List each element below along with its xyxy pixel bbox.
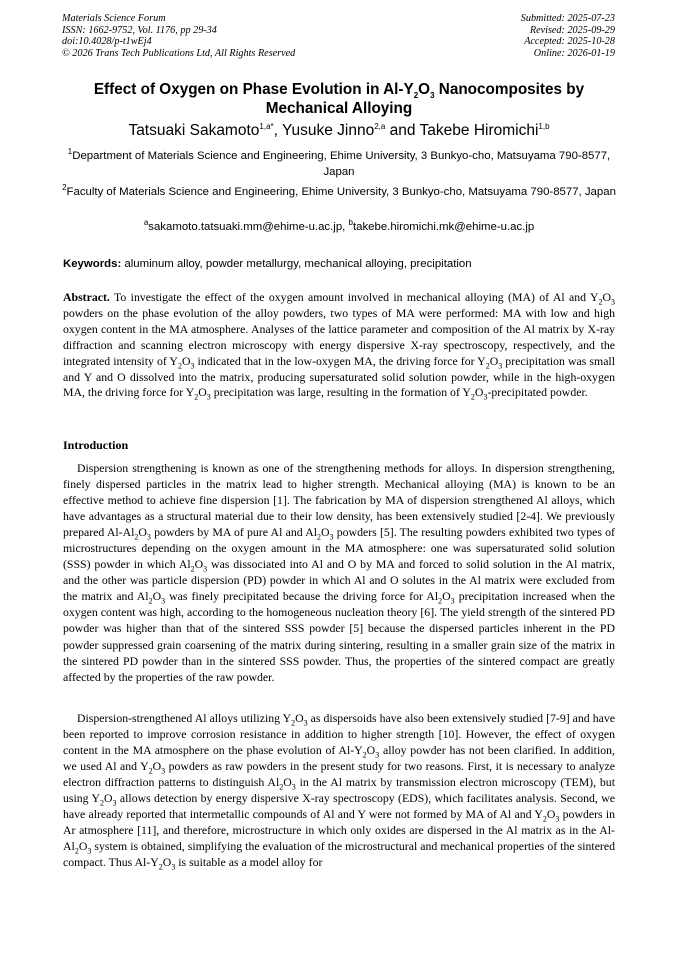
abstract (63, 290, 615, 401)
email-link[interactable]: sakamoto.tatsuaki.mm@ehime-u.ac.jp (148, 221, 343, 233)
keywords-label: Keywords: (63, 258, 122, 270)
doi-line: doi:10.4028/p-t1wEj4 (62, 36, 152, 48)
email-link[interactable]: takebe.hiromichi.mk@ehime-u.ac.jp (352, 221, 535, 233)
affiliation-1: $^1$Department of Materials Science and Engineering, Ehime University, 3 Bunkyo-cho, Matsuyama 790-8577, Japan (67, 147, 611, 178)
journal-name: Materials Science Forum (62, 13, 166, 24)
submitted-date: Submitted: 2025-07-23 (520, 13, 615, 24)
issn-line: ISSN: 1662-9752, Vol. 1176, pp 29-34 (62, 24, 217, 36)
author-emails: $^a$sakamoto.tatsuaki.mm@ehime-u.ac.jp, $^b$takebe.hiromichi.mk@ehime-u.ac.jp (143, 218, 535, 233)
copyright-line: © 2026 Trans Tech Publications Ltd, All Rights Reserved (62, 47, 296, 59)
section-heading-introduction: Introduction (63, 438, 129, 452)
paper-title (62, 81, 616, 118)
keywords (63, 257, 472, 271)
abstract-label: Abstract. (63, 290, 110, 304)
author-list: Tatsuaki Sakamoto$^{1,a*}$, Yusuke Jinno$^{2,a}$ and Takebe Hiromichi$^{1,b}$ (128, 121, 550, 139)
revised-date: Revised: 2025-09-29 (529, 24, 615, 36)
title-line-2: Mechanical Alloying (265, 99, 413, 117)
title-line-1: Effect of Oxygen on Phase Evolution in $Al-Y_2O_3$ Nanocomposites by (93, 81, 585, 101)
author-name: Takebe Hiromichi (419, 122, 539, 139)
accepted-date: Accepted: 2025-10-28 (524, 36, 615, 48)
journal-header (62, 13, 295, 59)
abstract-text: To investigate the effect of the oxygen amount involved in mechanical alloying (MA) of Al and $Y_2O_3$ powders on the phase evolution of the alloy powders, two types of MA were performed: MA with low and high oxygen content in the MA atmosphere. Analyses of the lattice parameter and composition of the Al matrix by X-ray diffraction and scanning electron microscopy with energy dispersive X-ray spectroscopy, respectively, and the integrated intensity of $Y_2O_3$ indicated that in the low-oxygen MA, the driving force for $Y_2O_3$ precipitation was small and Y and O dissolved into the matrix, producing supersaturated solid solution powder, while in the high-oxygen MA, the driving force for $Y_2O_3$ precipitation was large, resulting in the formation of $Y_2O_3$-precipitated powder. (63, 290, 615, 402)
author-name: Yusuke Jinno (281, 122, 375, 139)
online-date: Online: 2026-01-19 (533, 47, 615, 59)
affiliation-2: $^2$Faculty of Materials Science and Engineering, Ehime University, 3 Bunkyo-cho, Matsuyama 790-8577, Japan (62, 183, 616, 198)
intro-paragraph-1: Dispersion strengthening is known as one of the strengthening methods for alloys. In dispersion strengthening, finely dispersed particles in the matrix lead to higher strength. Mechanical alloying (MA) is known to be an effective method to achieve fine dispersion [1]. The fabrication by MA of dispersion strengthened Al alloys, which have advantages as a structural material due to their low density, has been extensively studied [2-4]. We previously prepared $Al-Al_2O_3$ powders by MA of pure Al and $Al_2O_3$ powders [5]. The resulting powders exhibited two types of microstructures depending on the oxygen amount in the MA atmosphere: one was supersaturated solid solution (SSS) powder in which $Al_2O_3$ was dissociated into Al and O by MA and forced to solid solution in the Al matrix, and the other was particle dispersion (PD) powder in which Al and O solutes in the Al matrix were excluded from the matrix and $Al_2O_3$ was finely precipitated because the driving force for $Al_2O_3$ precipitation increased when the oxygen content was high, according to the homogeneous nucleation theory [6]. The yield strength of the sintered PD powder was higher than that of the sintered SSS powder [5] because the dispersed particles inherent in the PD powder suppressed grain coarsening of the matrix during sintering, resulting in a smaller grain size of the matrix in the sintered PD powder than in the sintered SSS powder. Thus, the properties of the sintered compact are greatly affected by the properties of the raw powder. (63, 461, 615, 684)
dates-header (521, 13, 615, 59)
author-name: Tatsuaki Sakamoto (128, 122, 260, 139)
keywords-text: aluminum alloy, powder metallurgy, mechanical alloying, precipitation (124, 258, 472, 270)
intro-paragraph-2: Dispersion-strengthened Al alloys utilizing $Y_2O_3$ as dispersoids have also been extensively studied [7-9] and have been reported to improve corrosion resistance in addition to higher strength [10]. However, the effect of oxygen content in the MA atmosphere on the phase evolution of $Al-Y_2O_3$ alloy powder has not been clarified. In addition, we used Al and $Y_2O_3$ powders as raw powders in the present study for two reasons. First, it is necessary to analyze electron diffraction patterns to distinguish $Al_2O_3$ in the Al matrix by transmission electron microscopy (TEM), but using $Y_2O_3$ allows detection by energy dispersive X-ray spectroscopy (EDS), which facilitates analysis. Second, we have already reported that intermetallic compounds of Al and Y were not formed by MA of Al and $Y_2O_3$ powders in Ar atmosphere [11], and therefore, microstructure in which only oxides are dispersed in the Al matrix as in the $Al-Al_2O_3$ system is obtained, simplifying the evaluation of the microstructural and mechanical properties of the sintered compact. Thus $Al-Y_2O_3$ is suitable as a model alloy for (63, 711, 616, 872)
